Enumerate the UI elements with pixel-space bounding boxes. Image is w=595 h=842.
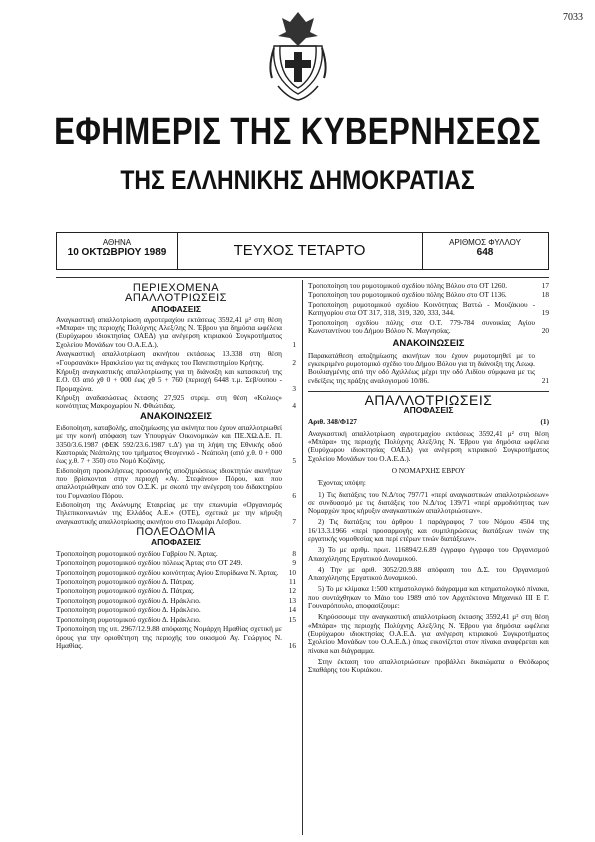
contents-entry: Ειδοποίηση προσκλήσεως προσωρινής αποζημιώσεως ιδιοκτητών ακινήτων που βρίσκονται στην περιοχή «Αγ. Στεφάνου» Πόρου, και που απαλλοτριώθηκαν από τον Ο.Σ.Κ. με σκοπό την ανέγερση του διδακτηρίου του Γυμνασίου Πόρου. 6 <box>56 465 296 500</box>
sheet-label: ΑΡΙΘΜΟΣ ΦΥΛΛΟΥ <box>449 238 521 247</box>
contents-entry: Ειδοποίηση, καταβολής, αποζημίωσης για ακίνητα που έχουν απαλλοτριωθεί με την κοινή απόφαση των Υπουργών Οικονομικών και ΠΕ.ΧΩ.Δ.Ε. Π. 3350/3.6.1987 (ΦΕΚ 592/23.6.1987 τ.Δ') για τη λήψη της Εθνικής οδού Καστοριάς Νεάπολης του τμήματος Θεογενικό - Νεάπολη (από χ.θ. 0 + 000 έως χ.θ. 7 + 350) στο Νομό Κοζάνης. 5 <box>56 423 296 466</box>
decision-number: (1) <box>540 417 549 427</box>
contents-entry: Παρακατάθεση αποζημίωσης ακινήτων που έχουν ρυμοτομηθεί με το εγκεκριμένο ρυμοτομικό σχέδιο του Δήμου Βόλου για τη διάνοιξη της Λεωφ. Βουλιαγμένης από την οδό Αχιλλέως μέχρι την οδό Λιδίου σύμφωνα με τις ενδείξεις της πράξης αναλογισμού 10/86. 21 <box>308 350 549 385</box>
date-cell <box>57 233 178 269</box>
contents-entry: Τροποποίηση της υπ. 2967/12.9.88 απόφασης Νομάρχη Ημαθίας σχετική με όρους για την οριοθέτηση της περιοχής του οικισμού Αγ. Γεώργιος Ν. Ημαθίας. 16 <box>56 624 296 651</box>
section-title-announcements: ΑΝΑΚΟΙΝΩΣΕΙΣ <box>140 410 212 422</box>
section-sub-decisions: ΑΠΟΦΑΣΕΙΣ <box>150 303 201 314</box>
contents-entry: Τροποποίηση ρυμοτομικού σχεδίου Δ. Πάτρας. 12 <box>56 586 296 596</box>
contents-entry: Κήρυξη αναδασώσεως έκτασης 27,925 στρεμ. στη θέση «Κολιος» κοινότητας Μακροχωρίου Ν. Φθιώτιδας. 4 <box>56 393 296 411</box>
gazette-title: ΕΦΗΜΕΡΙΣ ΤΗΣ ΚΥΒΕΡΝΗΣΕΩΣ <box>54 111 541 153</box>
issue-date: 10 ΟΚΤΩΒΡΙΟΥ 1989 <box>67 247 167 258</box>
body-section-sub: ΑΠΟΦΑΣΕΙΣ <box>403 405 454 416</box>
header-rule <box>56 277 549 278</box>
body-paragraph: Στην έκταση του απαλλοτριώσεων προβάλλει δικαιώματα ο Θεόδωρος Σπαθάρης του Κυριάκου. <box>308 656 549 675</box>
contents-entry: Κήρυξη αναγκαστικής απαλλοτρίωσης για τη διάνοιξη και κατασκευή της Ε.Ο. 03 από χθ 0 + 000 έως χθ 5 + 760 (περιοχή 6448 τ.μ. Σεβ/ουπου - Προμαχώνα. 3 <box>56 367 296 393</box>
body-paragraph: 2) Τις διατάξεις του άρθρου 1 παράγραφος 7 του Νόμου 4504 της 16/13.3.1966 «περί προσαρμογής και συμπληρώσεως διατάξεων τινών της εργατικής νομοθεσίας και περί ετέρων τινών διατάξεων». <box>308 517 549 543</box>
issue-cell <box>177 233 423 269</box>
issue-type: ΤΕΥΧΟΣ ΤΕΤΑΡΤΟ <box>233 242 366 259</box>
contents-left-column <box>56 282 296 652</box>
body-paragraph: 1) Τις διατάξεις του Ν.Δ/τος 797/71 «περί αναγκαστικών απαλλοτριώσεων» σε συνδυασμό με τις διατάξεις του Ν.Δ/τος 139/71 «περί αρμοδιότητας των Νομαρχών προς κήρυξιν αναγκαστικών απαλλοτριώσεων». <box>308 489 549 516</box>
contents-entry: Τροποποίηση ρυμοτομικού σχεδίου Δ. Ηράκλειο. 14 <box>56 605 296 615</box>
contents-heading: ΠΕΡΙΕΧΟΜΕΝΑ <box>132 282 220 294</box>
decision-reference: Αριθ. 348/Φ127 <box>308 417 357 427</box>
sheet-number: 648 <box>476 247 494 258</box>
contents-entry: Τροποποίηση ρυμοτομικού σχεδίου πόλεως Άρτας στο ΟΤ 249. 9 <box>56 558 296 568</box>
column-divider <box>302 280 303 835</box>
right-column <box>308 282 549 677</box>
contents-entry: Τροποποίηση ρυμοτομικού σχεδίου Δ. Πάτρας. 11 <box>56 577 296 586</box>
section-title-urban-planning: ΠΟΛΕΟΔΟΜΙΑ <box>136 525 216 538</box>
contents-entry: Αναγκαστική απαλλοτρίωση αγροτεμαχίου εκτάσεως 3592,41 μ² στη θέση «Μπαρα» της περιοχής Πολύχνης Αλεξ/λης Ν. Έβρου για δημόσια ωφέλεια (Ευρύχωρου ιδιοκτησίας ΟΑΕΔ) για ανέγερση κτιριακού Συγκροτήματος Σχολείου Μονάδων του Ο.Α.Ε.Δ.). 1 <box>56 314 296 349</box>
contents-entry: Τροποποίηση του ρυμοτομικού σχεδίου πόλης Βόλου στο ΟΤ 1260. 17 <box>308 281 549 290</box>
section-title-expropriations: ΑΠΑΛΛΟΤΡΙΩΣΕΙΣ <box>125 292 227 305</box>
section-title-announcements: ΑΝΑΚΟΙΝΩΣΕΙΣ <box>392 338 465 350</box>
body-paragraph: 4) Την με αριθ. 3052/20.9.88 απόφαση του Δ.Σ. του Οργανισμού Απασχόλησης Εργατικού Δυναμικού. <box>308 564 549 583</box>
contents-entry: Τροποποίηση ρυμοτομικού σχεδίου Δ. Ηράκλειο. 13 <box>56 595 296 605</box>
contents-entry: Τροποποίηση ρυμοτομικού σχεδίου κοινότητας Αγίου Σπυρίδωνα Ν. Άρτας. 10 <box>56 567 296 577</box>
decision-header <box>308 418 549 426</box>
considering-line: Έχοντας υπόψη: <box>318 478 366 488</box>
gazette-subtitle: ΤΗΣ ΕΛΛΗΝΙΚΗΣ ΔΗΜΟΚΡΑΤΙΑΣ <box>120 165 475 195</box>
authority-heading: Ο ΝΟΜΑΡΧΗΣ ΕΒΡΟΥ <box>391 465 466 475</box>
decision-summary: Αναγκαστική απαλλοτρίωση αγροτεμαχίου εκτάσεως 3592,41 μ² στη θέση «Μπάρα» της περιοχής Πολύχνης Αλεξ/λης Ν. Έβρου για δημόσια ωφέλεια (Ευρύχωρου ιδιοκτησίας ΟΑΕΔ) για ανέγερση κτιριακού Συγκροτήματος Σχολείου Μονάδων του Ο.Α.Ε.Δ.). <box>308 428 549 463</box>
city-label: ΑΘΗΝΑ <box>102 238 132 247</box>
contents-entry: Ειδοποίηση της Ανώνυμης Εταιρείας με την επωνυμία «Οργανισμός Τηλεπικοινωνιών της Ελλάδος Α.Ε.» (ΟΤΕ), σχετικά με την κήρυξη αναγκαστικής απαλλοτρίωσης ακινήτου στο Πλωμάρι Λέσβου. 7 <box>56 500 296 526</box>
body-paragraph: 3) Το με αριθμ. πρωτ. 116894/2.6.89 έγγραφο έγγραφο του Οργανισμού Απασχόλησης Εργατικού Δυναμικού. <box>308 545 549 563</box>
contents-entry: Τροποποίηση σχεδίου πόλης στα Ο.Τ. 779-784 συνοικίας Αγίου Κωνσταντίνου του Δήμου Βόλου Ν. Μαγνησίας. 20 <box>308 317 549 336</box>
contents-entry: Τροποποίηση ρυμοτομικού σχεδίου Κοινότητας Βαττώ - Μουζάκιου - Κατηγορίου στα ΟΤ 317, 318, 319, 320, 333, 344. 19 <box>308 299 549 318</box>
body-paragraph: Κηρύσσουμε την αναγκαστική απαλλοτρίωση έκτασης 3592,41 μ² στη θέση «Μπάρα» της περιοχής Πολύχνης Αλεξ/λης Ν. Έβρου για δημόσια ωφέλεια (Ευρύχωρου ιδιοκτησίας Ο.Α.Ε.Δ. για ανέγερση κτιριακού Συγκροτήματος Σχολείου Μονάδων του Ο.Α.Ε.Δ.) όπως εικονίζεται στον πίνακα αναφέρεται και πίνακα και διάγραμμα. <box>308 612 549 655</box>
section-sub-decisions: ΑΠΟΦΑΣΕΙΣ <box>150 537 201 548</box>
contents-entry: Αναγκαστική απαλλοτρίωση ακινήτου εκτάσεως 13.338 στη θέση «Γουρσανάκι» Ηρακλείου για τις ανάγκες του Πανεπιστημίου Κρήτης. 2 <box>56 349 296 367</box>
greek-coat-of-arms-emblem <box>268 6 328 102</box>
sheet-cell <box>422 233 548 269</box>
issue-header-box <box>56 232 549 270</box>
page-number: 7033 <box>563 12 583 23</box>
contents-entry: Τροποποίηση του ρυμοτομικού σχεδίου πόλης Βόλου στο ΟΤ 1136. 18 <box>308 290 549 300</box>
contents-entry: Τροποποίηση ρυμοτομικού σχεδίου Γαβρίου Ν. Άρτας. 8 <box>56 548 296 558</box>
body-section-title: ΑΠΑΛΛΟΤΡΙΩΣΕΙΣ <box>364 391 493 408</box>
contents-entry: Τροποποίηση ρυμοτομικού σχεδίου Δ. Ηράκλειο. 15 <box>56 614 296 624</box>
body-paragraph: 5) Το με κλίμακα 1:500 κτηματολογικό διάγραμμα και κτηματολογικό πίνακα, που συντάχθηκαν το Μάιο του 1989 από τον Αρχιτέκτονα Μηχανικό ΙΙΙ Ε Γ. Γουναρόπουλο, αποφασίζουμε: <box>308 584 549 611</box>
